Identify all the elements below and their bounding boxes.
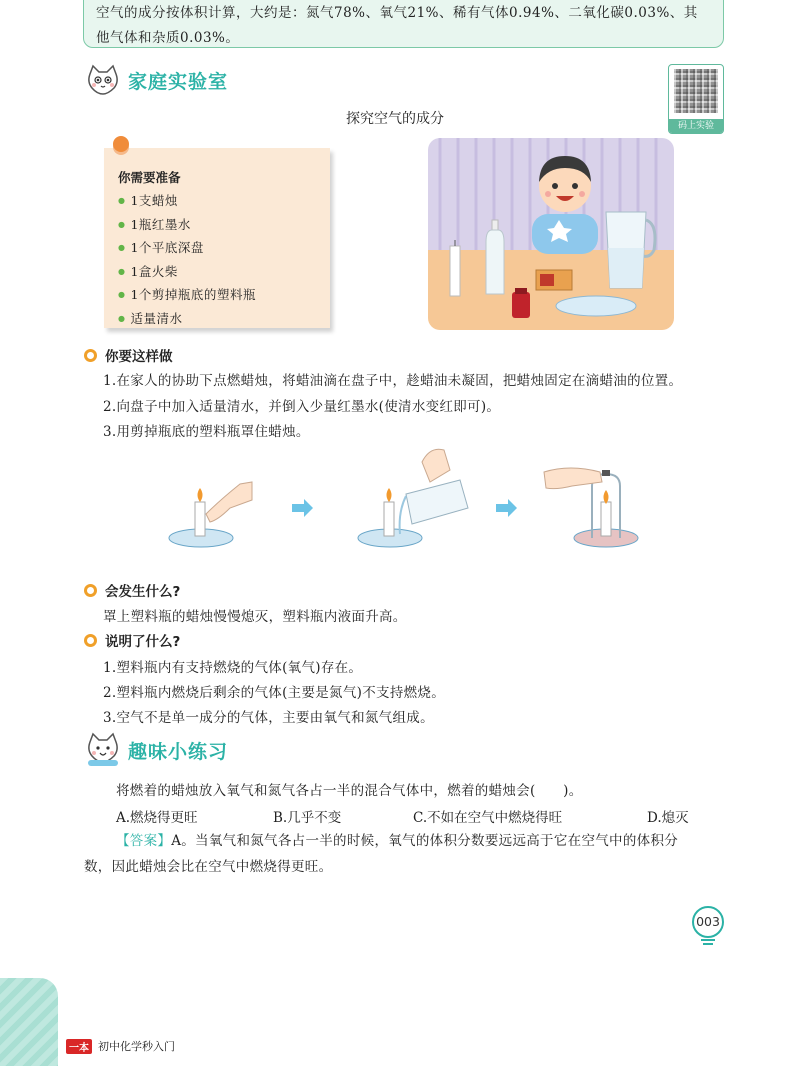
bullet-ring-icon <box>84 349 97 362</box>
happen-header <box>84 580 180 600</box>
option-d: D.熄灭 <box>647 810 689 826</box>
do-header <box>84 345 173 365</box>
steps-illustration <box>160 442 660 554</box>
bullet-ring-icon <box>84 584 97 597</box>
explain-title: 说明了什么? <box>105 634 181 650</box>
summary-box <box>83 0 724 48</box>
happen-text: 罩上塑料瓶的蜡烛慢慢熄灭，塑料瓶内液面升高。 <box>103 609 407 625</box>
practice-header <box>84 732 228 768</box>
summary-line-2: 他气体和杂质0.03%。 <box>96 30 240 46</box>
page-number-badge <box>692 906 724 946</box>
prepare-item: ● 适量清水 <box>118 308 330 332</box>
qr-image <box>674 69 718 113</box>
do-step-2: 2.向盘子中加入适量清水，并倒入少量红墨水(使清水变红即可)。 <box>103 399 501 415</box>
book-title: 初中化学秒入门 <box>98 1040 175 1053</box>
publisher-logo: 一本 <box>66 1039 92 1054</box>
home-lab-title: 家庭实验室 <box>128 70 229 93</box>
prepare-note <box>104 148 330 328</box>
page-number: 003 <box>692 906 724 938</box>
prepare-item: ● 1瓶红墨水 <box>118 214 330 238</box>
footer <box>66 1038 175 1054</box>
prepare-item: ● 1盒火柴 <box>118 261 330 285</box>
do-step-1: 1.在家人的协助下点燃蜡烛，将蜡油滴在盘子中，趁蜡油未凝固，把蜡烛固定在滴蜡油的位置。 <box>103 373 683 389</box>
answer-line-2: 数，因此蜡烛会比在空气中燃烧得更旺。 <box>84 859 333 875</box>
practice-title: 趣味小练习 <box>128 740 229 763</box>
option-c: C.不如在空气中燃烧得旺 <box>413 810 563 826</box>
lightbulb-base-icon <box>701 939 715 941</box>
prepare-item: ● 1支蜡烛 <box>118 190 330 214</box>
qr-label: 码上实验 <box>669 119 723 133</box>
prepare-item: ● 1个剪掉瓶底的塑料瓶 <box>118 284 330 308</box>
explain-item-3: 3.空气不是单一成分的气体，主要由氧气和氮气组成。 <box>103 710 434 726</box>
answer-tag: 【答案】 <box>116 833 172 849</box>
experiment-illustration <box>428 138 674 330</box>
lightbulb-base-icon <box>703 943 713 945</box>
do-step-3: 3.用剪掉瓶底的塑料瓶罩住蜡烛。 <box>103 424 310 440</box>
summary-line-1: 空气的成分按体积计算，大约是：氮气78%、氧气21%、稀有气体0.94%、二氧化碳0.03%、其 <box>96 5 698 21</box>
explain-header <box>84 630 180 650</box>
answer-line-1 <box>116 829 678 849</box>
prepare-title: 你需要准备 <box>118 170 181 185</box>
happen-title: 会发生什么? <box>105 584 181 600</box>
home-lab-header <box>84 64 228 96</box>
explain-item-2: 2.塑料瓶内燃烧后剩余的气体(主要是氮气)不支持燃烧。 <box>103 685 446 701</box>
option-a: A.燃烧得更旺 <box>116 810 198 826</box>
corner-decoration <box>0 978 58 1066</box>
explain-item-1: 1.塑料瓶内有支持燃烧的气体(氧气)存在。 <box>103 660 363 676</box>
cat-mascot-icon <box>84 64 122 96</box>
pushpin-icon <box>113 136 129 152</box>
do-title: 你要这样做 <box>105 349 173 365</box>
option-b: B.几乎不变 <box>273 810 342 826</box>
cat-mascot-icon <box>84 732 122 768</box>
practice-question: 将燃着的蜡烛放入氧气和氮气各占一半的混合气体中，燃着的蜡烛会( )。 <box>116 783 583 799</box>
experiment-title: 探究空气的成分 <box>346 111 444 127</box>
prepare-item: ● 1个平底深盘 <box>118 237 330 261</box>
bullet-ring-icon <box>84 634 97 647</box>
answer-text-1: A。当氧气和氮气各占一半的时候，氧气的体积分数要远远高于它在空气中的体积分 <box>171 833 679 849</box>
